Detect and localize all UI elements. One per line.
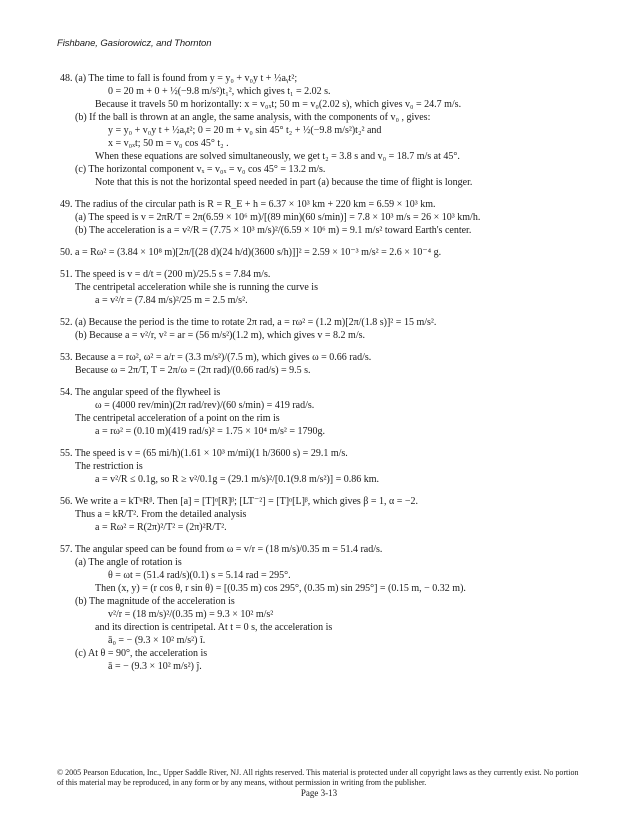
solution-line: ā₀ = − (9.3 × 10² m/s²) î. (108, 635, 206, 646)
solution-line: θ = ωt = (51.4 rad/s)(0.1) s = 5.14 rad = 295°. (108, 570, 291, 581)
problem-block (60, 316, 580, 342)
solution-line: ω = (4000 rev/min)(2π rad/rev)/(60 s/min) = 419 rad/s. (95, 400, 315, 411)
problem-block (60, 495, 580, 534)
solution-line: y = y₀ + v₀y t + ½aᵧt²; 0 = 20 m + v₀ sin 45° t₂ + ½(−9.8 m/s²)t₂² and (108, 125, 382, 136)
solution-line: ā = − (9.3 × 10² m/s²) ĵ. (108, 661, 202, 672)
solution-line: (b) If the ball is thrown at an angle, the same analysis, with the components of v₀ , gives: (75, 112, 431, 123)
solutions-content (60, 72, 580, 682)
solution-line: 56. We write a = kTᵅRᵝ. Then [a] = [T]ᵅ[R]ᵝ; [LT⁻²] = [T]ᵅ[L]ᵝ, which gives β = 1, α = −2. (60, 496, 419, 507)
solution-line: 52. (a) Because the period is the time to rotate 2π rad, a = rω² = (1.2 m)[2π/(1.8 s)]² = 15 m/s². (60, 317, 437, 328)
solution-line: Because it travels 50 m horizontally: x = v₀ₓt; 50 m = v₀(2.02 s), which gives v₀ = 24.7 m/s. (95, 99, 462, 110)
problem-block (60, 447, 580, 486)
problem-block (60, 386, 580, 438)
solution-line: (b) Because a = v²/r, v² = ar = (56 m/s²)(1.2 m), which gives v = 8.2 m/s. (75, 330, 365, 341)
solution-line: Thus a = kR/T². From the detailed analysis (75, 509, 247, 520)
solution-line: When these equations are solved simultaneously, we get t₂ = 3.8 s and v₀ = 18.7 m/s at 45°. (95, 151, 460, 162)
solution-line: a = v²/R ≤ 0.1g, so R ≥ v²/0.1g = (29.1 m/s)²/[0.1(9.8 m/s²)] = 0.86 km. (95, 474, 380, 485)
solution-line: v²/r = (18 m/s)²/(0.35 m) = 9.3 × 10² m/s² (108, 609, 274, 620)
solution-line: The restriction is (75, 461, 143, 472)
solution-line: 55. The speed is v = (65 mi/h)(1.61 × 10³ m/mi)(1 h/3600 s) = 29.1 m/s. (60, 448, 348, 459)
solution-line: 50. a = Rω² = (3.84 × 10⁸ m)[2π/[(28 d)(24 h/d)(3600 s/h)]]² = 2.59 × 10⁻³ m/s² = 2.6 × 10⁻⁴ g. (60, 247, 442, 258)
page-number: Page 3-13 (300, 788, 338, 798)
solution-line: a = v²/r = (7.84 m/s)²/25 m = 2.5 m/s². (95, 295, 248, 306)
solution-line: a = Rω² = R(2π)²/T² = (2π)²R/T². (95, 522, 227, 533)
solution-line: 53. Because a = rω², ω² = a/r = (3.3 m/s²)/(7.5 m), which gives ω = 0.66 rad/s. (60, 352, 372, 363)
solution-line: Then (x, y) = (r cos θ, r sin θ) = [(0.35 m) cos 295°, (0.35 m) sin 295°] = (0.15 m, − 0.32 m). (95, 583, 466, 594)
problem-block (60, 72, 580, 189)
solution-line: (b) The acceleration is a = v²/R = (7.75 × 10³ m/s)²/(6.59 × 10⁶ m) = 9.1 m/s² toward Earth's center. (75, 225, 472, 236)
problem-block (60, 198, 580, 237)
solution-line: 57. The angular speed can be found from ω = v/r = (18 m/s)/0.35 m = 51.4 rad/s. (60, 544, 383, 555)
solution-line: 54. The angular speed of the flywheel is (60, 387, 221, 398)
solution-line: (c) The horizontal component vₓ = v₀ₓ = v₀ cos 45° = 13.2 m/s. (75, 164, 326, 175)
solution-line: x = v₀ₓt; 50 m = v₀ cos 45° t₂ . (108, 138, 229, 149)
solution-line: 49. The radius of the circular path is R = R_E + h = 6.37 × 10³ km + 220 km = 6.59 × 10³ km. (60, 199, 436, 210)
problem-block (60, 268, 580, 307)
problem-block (60, 246, 580, 259)
problem-block (60, 543, 580, 673)
solution-line: (c) At θ = 90°, the acceleration is (75, 648, 208, 659)
copyright-notice: © 2005 Pearson Education, Inc., Upper Saddle River, NJ. All rights reserved. This material is protected under all copyright laws as they currently exist. No portion of this material may be reproduced, in any form or by any means, without permission in writing from the publisher. (57, 768, 579, 787)
solution-line: a = rω² = (0.10 m)(419 rad/s)² = 1.75 × 10⁴ m/s² = 1790g. (95, 426, 326, 437)
solution-line: (a) The speed is v = 2πR/T = 2π(6.59 × 10⁶ m)/[(89 min)(60 s/min)] = 7.8 × 10³ m/s = 26 × 10³ km/h. (75, 212, 481, 223)
solution-line: 48. (a) The time to fall is found from y = y₀ + v₀y t + ½aᵧt²; (60, 73, 298, 84)
page-header: Fishbane, Gasiorowicz, and Thornton (57, 38, 212, 49)
solution-line: 0 = 20 m + 0 + ½(−9.8 m/s²)t₁², which gives t₁ = 2.02 s. (108, 86, 331, 97)
problem-block (60, 351, 580, 377)
solution-line: 51. The speed is v = d/t = (200 m)/25.5 s = 7.84 m/s. (60, 269, 271, 280)
solution-line: and its direction is centripetal. At t = 0 s, the acceleration is (95, 622, 333, 633)
solution-line: The centripetal acceleration of a point on the rim is (75, 413, 280, 424)
solution-line: (b) The magnitude of the acceleration is (75, 596, 235, 607)
solution-line: (a) The angle of rotation is (75, 557, 182, 568)
solution-line: The centripetal acceleration while she is running the curve is (75, 282, 318, 293)
solution-line: Because ω = 2π/T, T = 2π/ω = (2π rad)/(0.66 rad/s) = 9.5 s. (75, 365, 311, 376)
solution-line: Note that this is not the horizontal speed needed in part (a) because the time of flight is longer. (95, 177, 473, 188)
